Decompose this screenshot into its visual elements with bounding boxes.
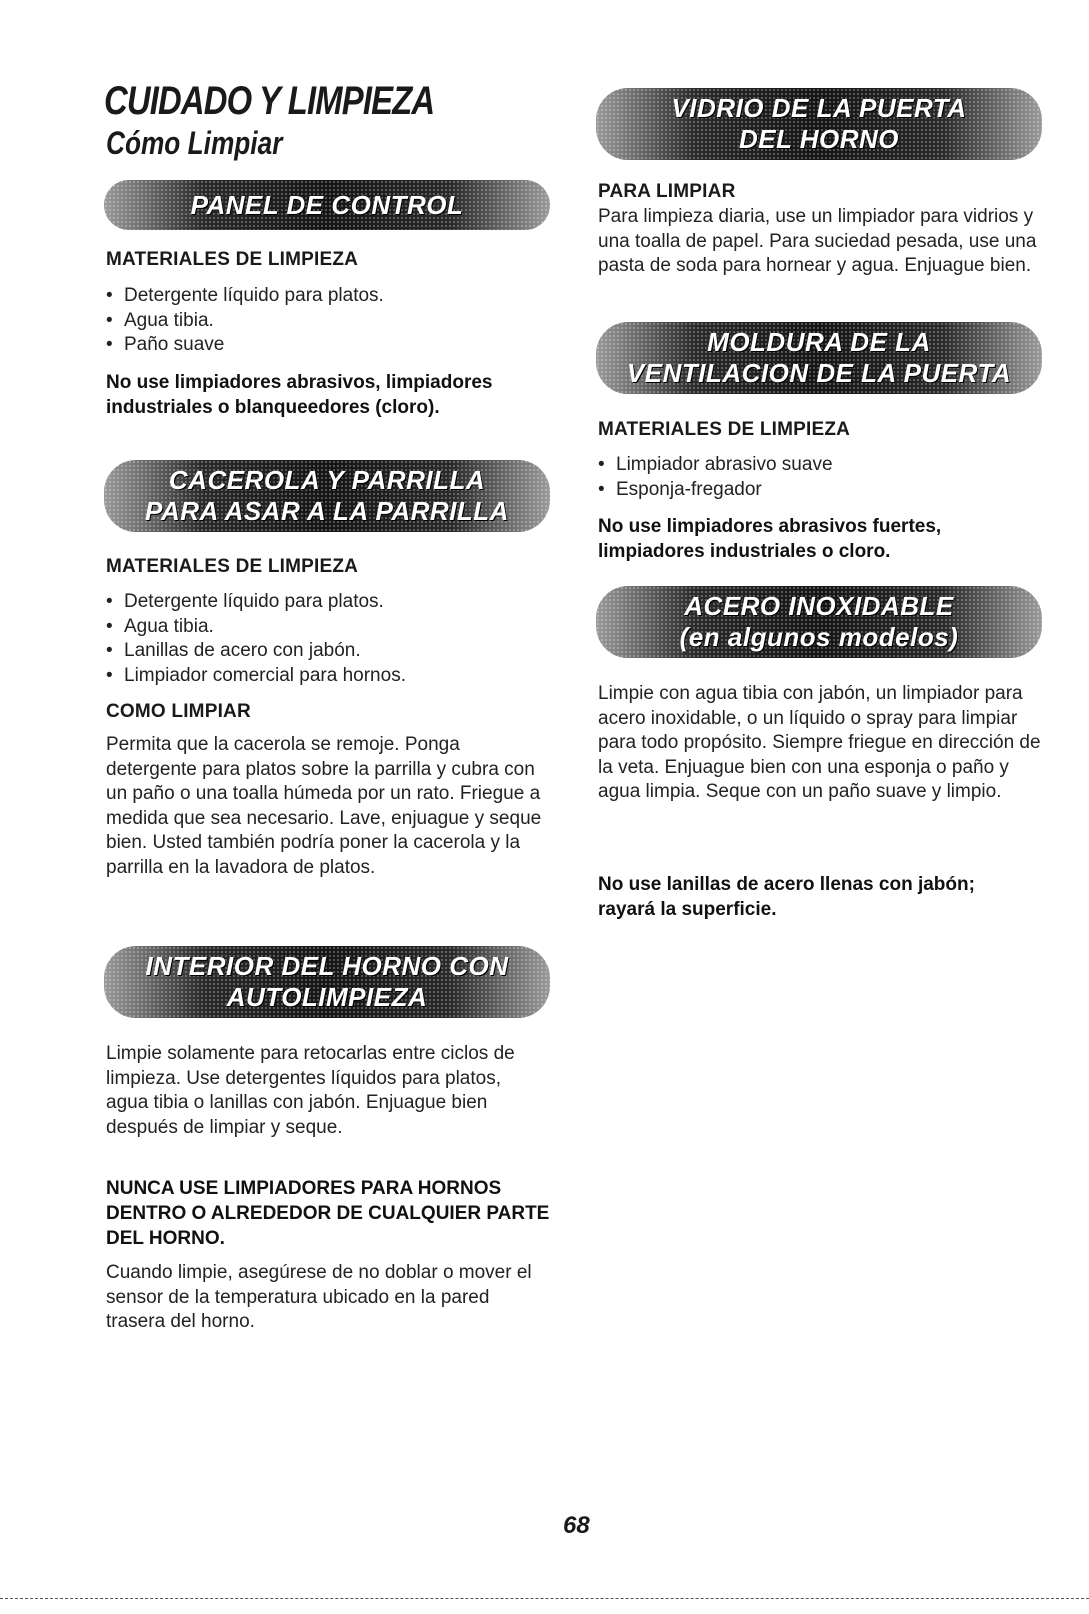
oven-interior-note: Cuando limpie, asegúrese de no doblar o mover el sensor de la temperatura ubicado en la pared trasera del horno. bbox=[106, 1262, 532, 1332]
banner-line: VENTILACION DE LA PUERTA bbox=[626, 358, 1012, 388]
banner-moldura-ventilacion bbox=[596, 322, 1042, 394]
stainless-text: Limpie con agua tibia con jabón, un limpiador para acero inoxidable, o un líquido o spray para limpiar para todo propósito. Siempre friegue en dirección de la veta. Enjuague bien con una esponja o paño y agua limpia. Seque con un paño suave y limpio. bbox=[598, 683, 1041, 802]
stainless-warning: No use lanillas de acero llenas con jabón; rayará la superficie. bbox=[598, 874, 975, 920]
door-glass-text: Para limpieza diaria, use un limpiador para vidrios y una toalla de papel. Para suciedad pesada, use una pasta de soda para hornear y agua. Enjuague bien. bbox=[598, 206, 1037, 276]
list-item: • Limpiador comercial para hornos. bbox=[106, 664, 546, 689]
banner-line: PARA ASAR A LA PARRILLA bbox=[145, 496, 509, 526]
broiler-materials-list bbox=[106, 590, 546, 688]
broiler-materials-heading: MATERIALES DE LIMPIEZA bbox=[106, 556, 359, 577]
broiler-how-heading: COMO LIMPIAR bbox=[106, 701, 251, 722]
banner-line: ACERO INOXIDABLE bbox=[684, 591, 954, 621]
list-item: • Limpiador abrasivo suave bbox=[598, 453, 1038, 478]
banner-line: DEL HORNO bbox=[738, 124, 900, 154]
banner-line: PANEL DE CONTROL bbox=[190, 189, 464, 220]
banner-line: (en algunos modelos) bbox=[679, 622, 959, 652]
list-item: • Agua tibia. bbox=[106, 309, 546, 334]
banner-line: MOLDURA DE LA bbox=[707, 327, 931, 357]
banner-line: INTERIOR DEL HORNO CON bbox=[145, 951, 509, 981]
oven-interior-text: Limpie solamente para retocarlas entre ciclos de limpieza. Use detergentes líquidos para platos, agua tibia o lanillas con jabón. Enjuague bien después de limpiar y seque. bbox=[106, 1043, 515, 1138]
panel-materials-list bbox=[106, 284, 546, 358]
list-item: • Esponja-fregador bbox=[598, 478, 1038, 503]
page-number: 68 bbox=[563, 1512, 590, 1539]
list-item: • Paño suave bbox=[106, 333, 546, 358]
list-item: • Detergente líquido para platos. bbox=[106, 590, 546, 615]
doc-title: CUIDADO Y LIMPIEZA bbox=[104, 79, 435, 123]
banner-line: VIDRIO DE LA PUERTA bbox=[671, 93, 967, 123]
banner-line: CACEROLA Y PARRILLA bbox=[168, 465, 486, 495]
banner-acero-inoxidable bbox=[596, 586, 1042, 658]
list-item: • Detergente líquido para platos. bbox=[106, 284, 546, 309]
banner-cacerola-parrilla bbox=[104, 460, 550, 532]
banner-interior-horno bbox=[104, 946, 550, 1018]
oven-interior-warning: NUNCA USE LIMPIADORES PARA HORNOS DENTRO O ALREDEDOR DE CUALQUIER PARTE DEL HORNO. bbox=[106, 1178, 550, 1249]
doc-subtitle: Cómo Limpiar bbox=[106, 125, 283, 161]
door-vent-warning: No use limpiadores abrasivos fuertes, limpiadores industriales o cloro. bbox=[598, 516, 942, 562]
bottom-rule bbox=[0, 1598, 1089, 1599]
broiler-how-text: Permita que la cacerola se remoje. Ponga detergente para platos sobre la parrilla y cubra con un paño o una toalla húmeda por un rato. Friegue a medida que sea necesario. Lave, enjuague y seque bien. Usted también podría poner la cacerola y la parrilla en la lavadora de platos. bbox=[106, 734, 542, 878]
list-item: • Lanillas de acero con jabón. bbox=[106, 639, 546, 664]
banner-panel-de-control bbox=[104, 180, 550, 230]
panel-warning: No use limpiadores abrasivos, limpiadores industriales o blanqueedores (cloro). bbox=[106, 372, 493, 418]
banner-line: AUTOLIMPIEZA bbox=[226, 982, 428, 1012]
list-item: • Agua tibia. bbox=[106, 615, 546, 640]
panel-materials-heading: MATERIALES DE LIMPIEZA bbox=[106, 249, 359, 270]
door-vent-materials-list bbox=[598, 453, 1038, 502]
door-glass-heading: PARA LIMPIAR bbox=[598, 181, 736, 202]
door-vent-materials-heading: MATERIALES DE LIMPIEZA bbox=[598, 419, 851, 440]
banner-vidrio-puerta bbox=[596, 88, 1042, 160]
